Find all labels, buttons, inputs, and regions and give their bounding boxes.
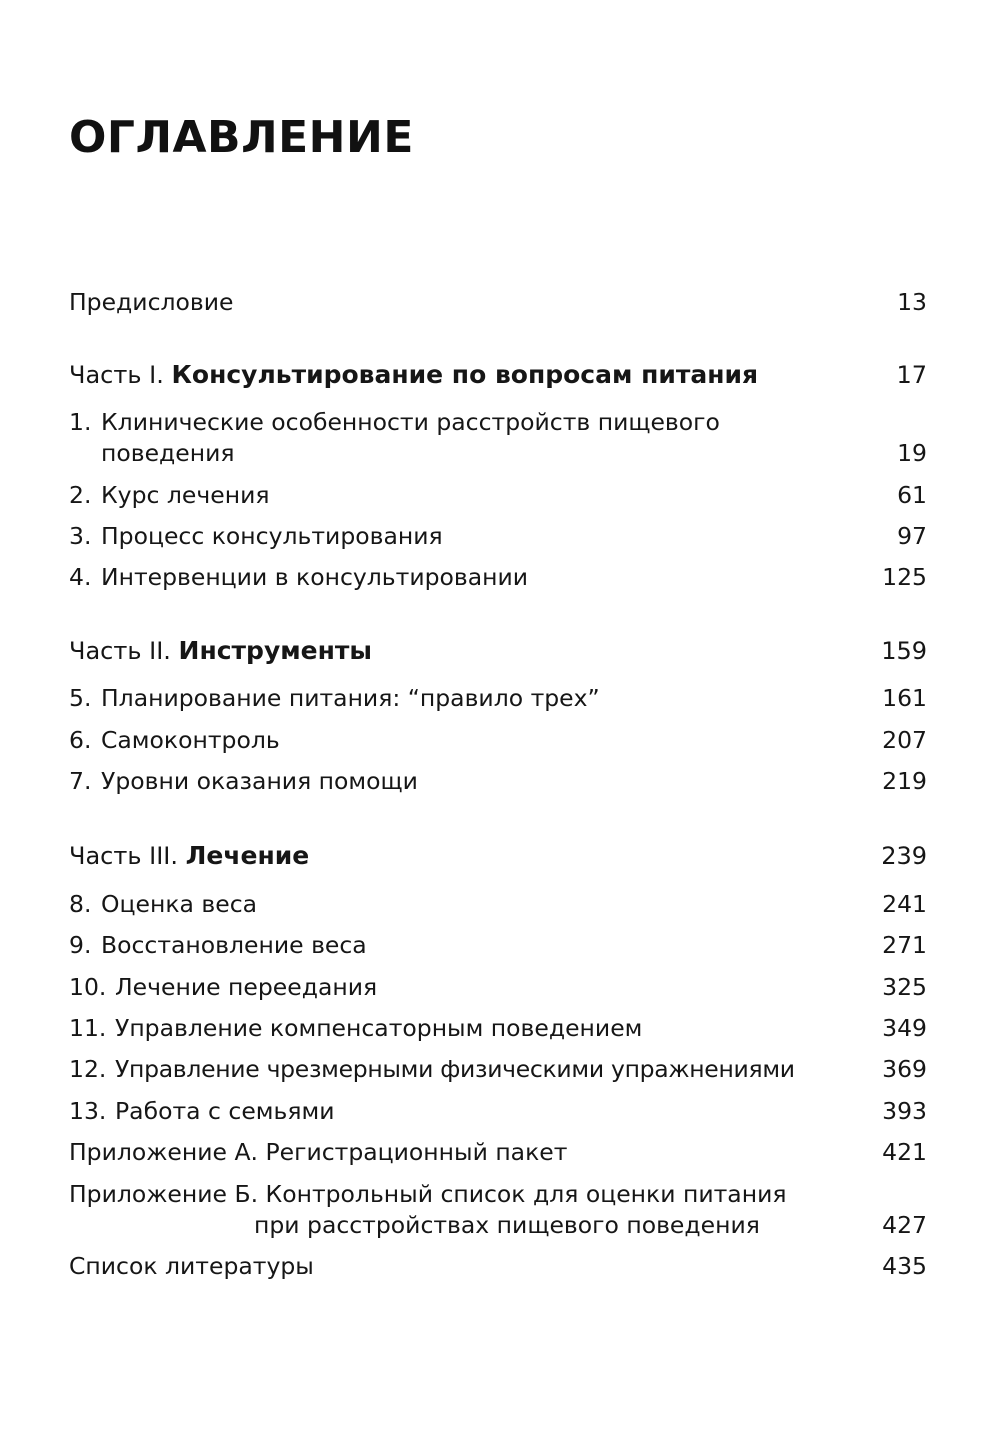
toc-page-number: 435 <box>882 1252 927 1280</box>
chapter-number: 13. <box>69 1097 107 1125</box>
toc-chapter-7[interactable] <box>69 766 927 797</box>
chapter-title: Оценка веса <box>101 890 258 918</box>
toc-page-number: 219 <box>882 767 927 795</box>
toc-entry-preface[interactable] <box>69 287 927 318</box>
chapter-number: 9. <box>69 931 92 959</box>
toc-part-3[interactable] <box>69 840 927 872</box>
toc-chapter-8[interactable] <box>69 889 927 920</box>
toc-appendix-b[interactable] <box>69 1179 927 1241</box>
toc-chapter-3[interactable] <box>69 521 927 552</box>
chapter-title: Лечение переедания <box>115 973 378 1001</box>
toc-page-number: 427 <box>882 1211 927 1239</box>
chapter-number: 4. <box>69 563 92 591</box>
chapter-title: Интервенции в консультировании <box>101 563 529 591</box>
toc-chapter-11[interactable] <box>69 1013 927 1044</box>
toc-chapter-12[interactable] <box>69 1054 927 1085</box>
chapter-number: 10. <box>69 973 107 1001</box>
toc-part-2[interactable] <box>69 635 927 667</box>
toc-page-number: 161 <box>882 684 927 712</box>
chapter-number: 12. <box>69 1055 107 1083</box>
toc-chapter-13[interactable] <box>69 1096 927 1127</box>
chapter-number: 5. <box>69 684 92 712</box>
toc-page-number: 19 <box>897 439 927 467</box>
toc-page-number: 17 <box>896 361 927 389</box>
toc-page-number: 61 <box>897 481 927 509</box>
part-prefix: Часть I. <box>69 361 164 389</box>
toc-page-number: 325 <box>882 973 927 1001</box>
chapter-title: Курс лечения <box>101 481 270 509</box>
toc-appendix-a[interactable] <box>69 1137 927 1168</box>
part-title: Инструменты <box>178 636 373 665</box>
chapter-title-continuation: поведения <box>101 439 235 467</box>
toc-chapter-6[interactable] <box>69 725 927 756</box>
toc-page-number: 421 <box>882 1138 927 1166</box>
chapter-title: Управление чрезмерными физическими упражнениями <box>115 1055 795 1083</box>
chapter-number: 6. <box>69 726 92 754</box>
toc-page-number: 239 <box>881 842 927 870</box>
chapter-title: Планирование питания: “правило трех” <box>101 684 600 712</box>
part-title: Лечение <box>185 841 310 870</box>
toc-part-1[interactable] <box>69 359 927 391</box>
bibliography-label: Список литературы <box>69 1252 314 1280</box>
toc-page-number: 97 <box>897 522 927 550</box>
part-prefix: Часть II. <box>69 637 171 665</box>
toc-page-number: 241 <box>882 890 927 918</box>
chapter-title: Уровни оказания помощи <box>101 767 418 795</box>
toc-entry-label: Предисловие <box>69 288 234 316</box>
chapter-number: 11. <box>69 1014 107 1042</box>
toc-page-number: 393 <box>882 1097 927 1125</box>
chapter-title: Работа с семьями <box>115 1097 335 1125</box>
toc-page-number: 13 <box>897 288 927 316</box>
chapter-number: 3. <box>69 522 92 550</box>
page-title: ОГЛАВЛЕНИЕ <box>69 112 414 163</box>
appendix-label: Приложение А. Регистрационный пакет <box>69 1138 568 1166</box>
chapter-number: 8. <box>69 890 92 918</box>
chapter-title: Самоконтроль <box>101 726 280 754</box>
chapter-number: 7. <box>69 767 92 795</box>
toc-chapter-5[interactable] <box>69 683 927 714</box>
toc-chapter-1[interactable] <box>69 407 927 469</box>
toc-page-number: 159 <box>881 637 927 665</box>
chapter-title: Процесс консультирования <box>101 522 443 550</box>
chapter-title: Восстановление веса <box>101 931 367 959</box>
part-prefix: Часть III. <box>69 842 178 870</box>
toc-page-number: 271 <box>882 931 927 959</box>
toc-page-number: 369 <box>882 1055 927 1083</box>
toc-page-number: 349 <box>882 1014 927 1042</box>
chapter-number: 2. <box>69 481 92 509</box>
chapter-title: Клинические особенности расстройств пищевого <box>101 408 720 436</box>
toc-chapter-10[interactable] <box>69 972 927 1003</box>
chapter-number: 1. <box>69 408 92 436</box>
toc-chapter-4[interactable] <box>69 562 927 593</box>
toc-chapter-9[interactable] <box>69 930 927 961</box>
chapter-title: Управление компенсаторным поведением <box>115 1014 643 1042</box>
toc-page-number: 207 <box>882 726 927 754</box>
toc-chapter-2[interactable] <box>69 480 927 511</box>
appendix-label-continuation: при расстройствах пищевого поведения <box>254 1211 760 1239</box>
toc-page-number: 125 <box>882 563 927 591</box>
toc-bibliography[interactable] <box>69 1251 927 1282</box>
part-title: Консультирование по вопросам питания <box>171 360 759 389</box>
appendix-label: Приложение Б. Контрольный список для оценки питания <box>69 1180 787 1208</box>
